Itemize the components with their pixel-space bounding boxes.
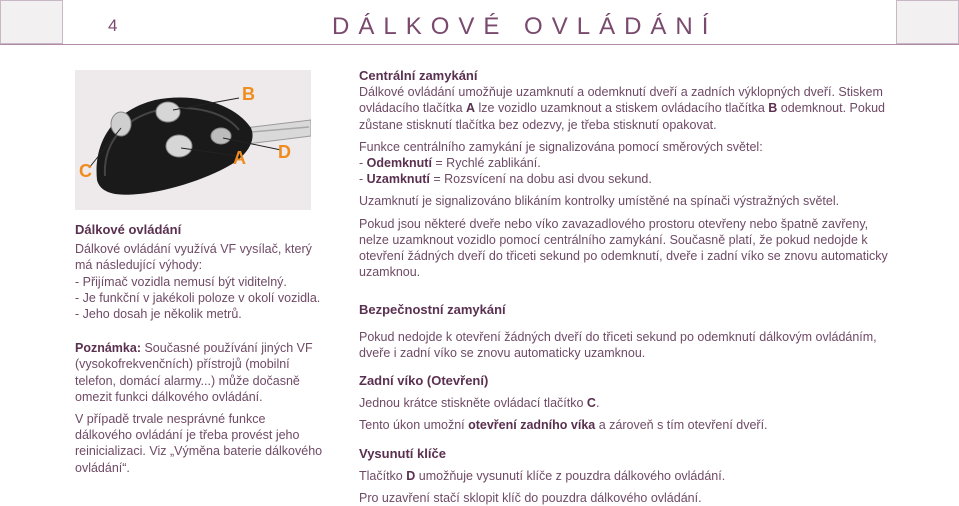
bullet-1: - Přijímač vozidla nemusí být viditelný. [75,274,287,289]
tailgate-heading: Zadní víko (Otevření) [359,373,489,389]
remote-key-figure [75,70,311,210]
remote-intro: Dálkové ovládání využívá VF vysílač, který má následující výhody: [75,242,312,273]
tailgate-paragraph-1: Jednou krátce stiskněte ovládací tlačítko C. [359,396,600,411]
label-d: D [278,142,291,162]
lock-line: - Uzamknutí = Rozsvícení na dobu asi dvou sekund. [359,172,652,187]
bullet-3: - Jeho dosah je několik metrů. [75,307,242,322]
corner-tab-left [0,0,63,44]
note-label: Poznámka: [75,341,141,356]
corner-tab-right [896,0,959,44]
page-title: DÁLKOVÉ OVLÁDÁNÍ [332,13,718,40]
central-paragraph-3: Uzamknutí je signalizováno blikáním kontrolky umístěné na spínači výstražných světel. [359,194,840,209]
button-b [156,102,180,122]
safety-paragraph: Pokud nedojde k otevření žádných dveří do třiceti sekund po odemknutí dálkovým ovládáním, dveře i zadní víko se znovu automaticky uzamknou. [359,329,877,360]
central-paragraph-2: Funkce centrálního zamykání je signalizována pomocí směrových světel: [359,139,763,154]
left-column [75,222,325,476]
right-column [359,68,893,506]
label-a: A [233,148,246,168]
button-i [111,112,131,136]
title-rule [0,44,959,45]
unlock-line: - Odemknutí = Rychlé zablikání. [359,156,541,171]
key-paragraph-1: Tlačítko D umožňuje vysunutí klíče z pouzdra dálkového ovládání. [359,468,726,483]
remote-key-illustration [75,70,311,210]
label-b: B [242,84,255,104]
tailgate-paragraph-2: Tento úkon umožní otevření zadního víka a zároveň s tím otevření dveří. [359,418,768,433]
button-d [211,128,231,144]
note-text: Současné používání jiných VF (vysokofrekvenčních) přístrojů (mobilní telefon, domácí alarmy...) může dočasně omezit funkci dálkového ovládání. [75,341,313,404]
reinit-paragraph: V případě trvale nesprávné funkce dálkového ovládání je třeba provést jeho reinicializaci. Viz „Výměna baterie dálkového ovládání“. [75,412,323,475]
central-paragraph-4: Pokud jsou některé dveře nebo víko zavazadlového prostoru otevřeny nebo špatně zavřeny, nelze uzamknout vozidlo pomocí centrálního zamykání. Současně platí, že pokud nedojde k otevření žádných dveří do třiceti sekund po odemknutí, dveře i zadní víko se znovu automaticky uzamknou. [359,216,888,280]
remote-heading: Dálkové ovládání [75,222,182,237]
central-heading: Centrální zamykání [359,68,478,83]
key-heading: Vysunutí klíče [359,445,446,461]
label-c: C [79,161,92,181]
page-number: 4 [108,16,118,35]
button-a [166,135,192,157]
bullet-2: - Je funkční v jakékoli poloze v okolí vozidla. [75,290,321,305]
central-paragraph-1: Dálkové ovládání umožňuje uzamknutí a odemknutí dveří a zadních výklopných dveří. Stiskem ovládacího tlačítka A lze vozidlo uzamknout a stiskem ovládacího tlačítka B odemknout. Pokud zůstane stisknutí tlačítka bez odezvy, je třeba stisknutí opakovat. [359,85,885,132]
key-paragraph-2: Pro uzavření stačí sklopit klíč do pouzdra dálkového ovládání. [359,491,702,506]
note-paragraph [75,340,325,405]
safety-heading: Bezpečnostní zamykání [359,302,506,318]
